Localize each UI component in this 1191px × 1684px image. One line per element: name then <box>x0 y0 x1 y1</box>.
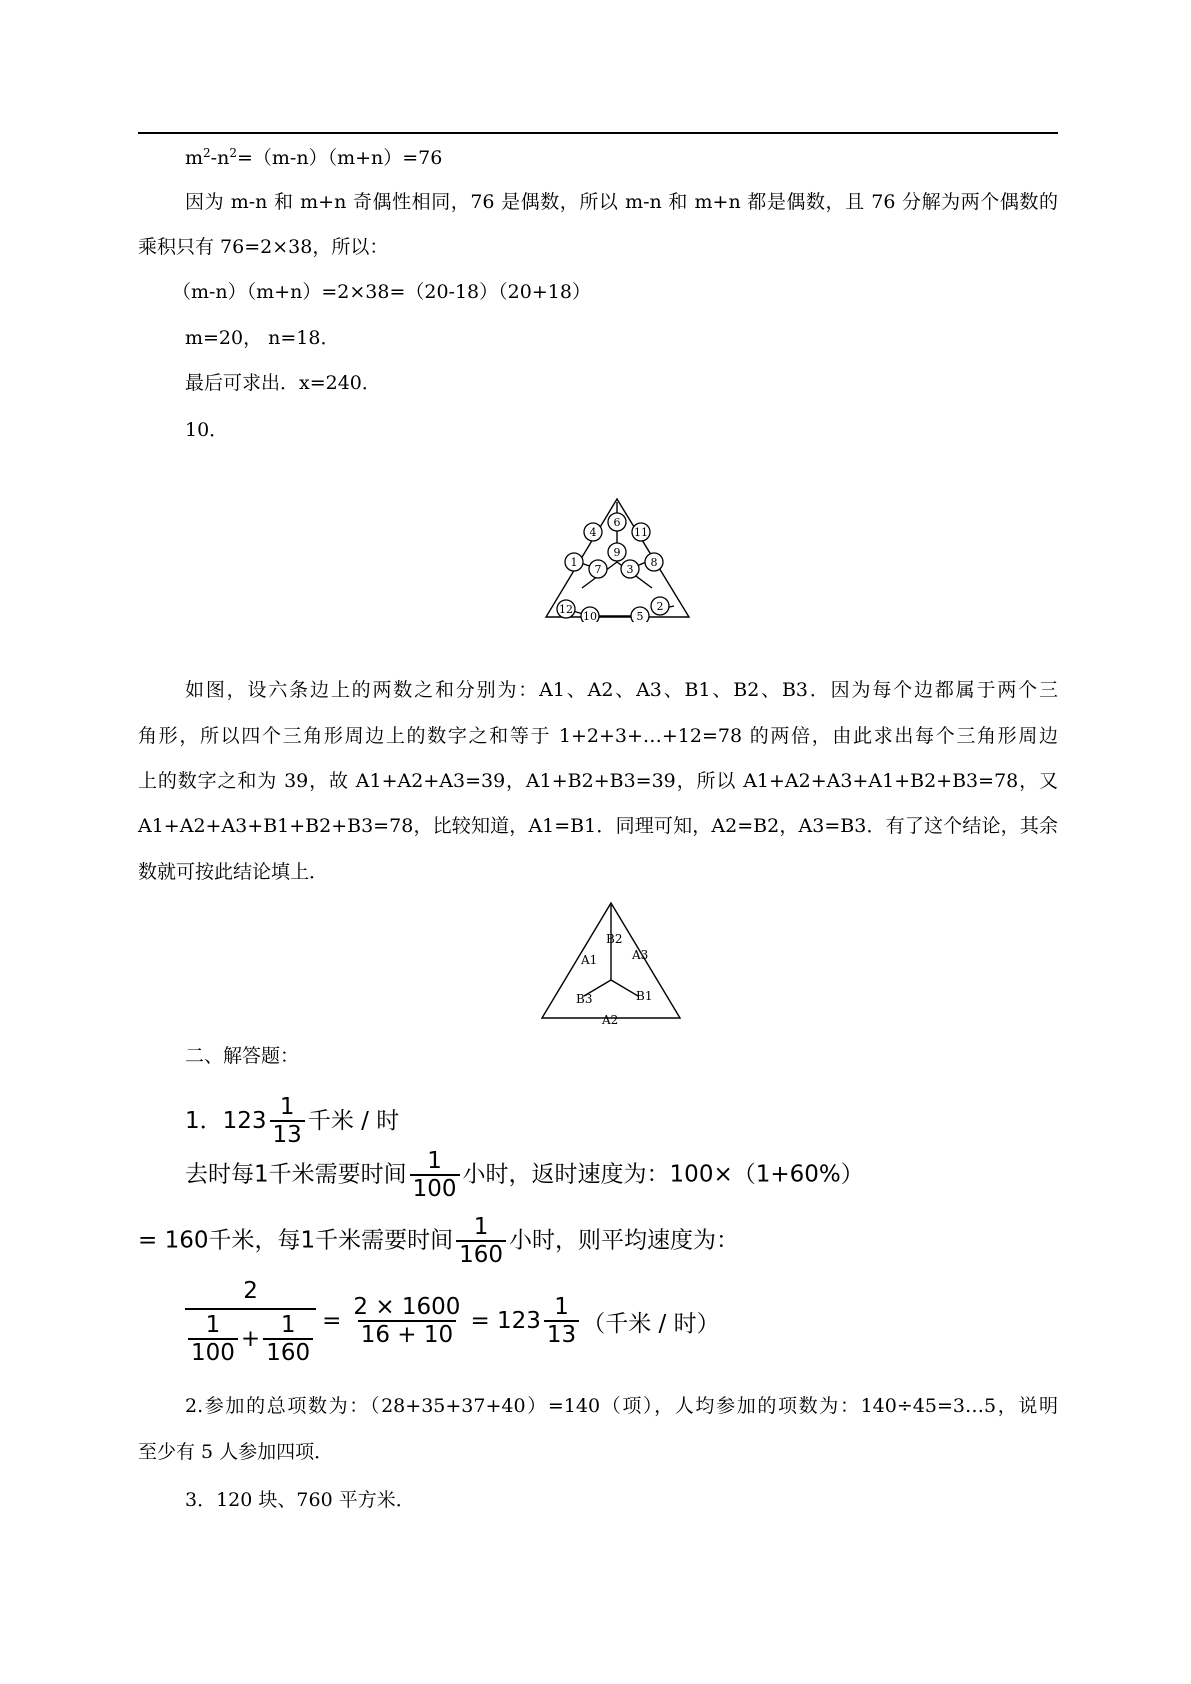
label-b3: B3 <box>576 992 593 1006</box>
circle-number: 8 <box>650 556 658 569</box>
complex-fraction: 2 $\frac{1}{100}$ + $\frac{1}{160}$ <box>185 1276 316 1366</box>
q1-step3: 2 $\frac{1}{100}$ + $\frac{1}{160}$ = $\frac{2 \times 1600}{16 + 10}$ = 123 $\frac{1}{13}$ （千米 / 时） <box>185 1276 720 1366</box>
circle-number: 4 <box>589 526 597 539</box>
circle-number: 1 <box>570 556 578 569</box>
header-rule <box>138 132 1058 134</box>
circle-number: 12 <box>559 603 573 616</box>
label-b2: B2 <box>606 932 623 946</box>
label-b1: B1 <box>636 989 653 1003</box>
text-line: 2.参加的总项数为：（28+35+37+40）=140（项），人均参加的项数为：140÷45=3…5，说明 <box>185 1395 1058 1417</box>
section-heading: 二、解答题： <box>185 1045 300 1067</box>
text-line: 至少有 5 人参加四项． <box>138 1441 334 1463</box>
circle-number: 6 <box>613 516 621 529</box>
text-line: （m-n）（m+n）=2×38=（20-18）（20+18） <box>172 281 591 303</box>
text-line: m=20， n=18． <box>185 327 340 349</box>
q1-step2: = 160千米，每1千米需要时间 $\frac{1}{160}$ 小时，则平均速度为： <box>138 1214 740 1268</box>
superscript: 2 <box>229 146 237 160</box>
text-line: 数就可按此结论填上． <box>138 861 329 883</box>
question-number: 10． <box>185 419 229 441</box>
circle-number: 2 <box>656 600 664 613</box>
text-line: 最后可求出．x=240． <box>185 372 381 394</box>
circle-number: 7 <box>594 563 602 576</box>
eq-part: =（m-n）（m+n）=76 <box>236 147 443 169</box>
superscript: 2 <box>203 146 211 160</box>
eq-part: m <box>185 147 204 169</box>
circle-number: 3 <box>626 563 634 576</box>
label-a3: A3 <box>632 948 649 962</box>
label-a2: A2 <box>602 1013 619 1026</box>
circle-number: 9 <box>613 546 621 559</box>
text-line: 如图，设六条边上的两数之和分别为：A1、A2、A3、B1、B2、B3．因为每个边都属于两个三 <box>185 679 1058 701</box>
text-line: 角形，所以四个三角形周边上的数字之和等于 1+2+3+…+12=78 的两倍，由此求出每个三角形周边 <box>138 725 1058 747</box>
text-line: 乘积只有 76=2×38，所以： <box>138 236 389 258</box>
triangle-circles-figure <box>540 496 694 622</box>
eq-part: -n <box>210 147 230 169</box>
circle-number: 5 <box>636 610 644 622</box>
q1-step1: 去时每1千米需要时间 $\frac{1}{100}$ 小时，返时速度为：100×（1+60%） <box>185 1148 864 1202</box>
circle-number: 11 <box>634 526 648 539</box>
triangle-label-figure <box>536 900 686 1026</box>
text-line: 3．120 块、760 平方米． <box>185 1489 415 1511</box>
circle-number: 10 <box>583 610 597 622</box>
q1-answer: 1． 123 $\frac{1}{13}$ 千米 / 时 <box>185 1094 400 1148</box>
label-a1: A1 <box>581 953 598 967</box>
text-line: A1+A2+A3+B1+B2+B3=78，比较知道，A1=B1．同理可知，A2=B2，A3=B3．有了这个结论，其余 <box>138 815 1058 837</box>
text-line: 上的数字之和为 39，故 A1+A2+A3=39，A1+B2+B3=39，所以 A1+A2+A3+A1+B2+B3=78，又 <box>138 770 1058 792</box>
equation-line <box>185 146 1105 170</box>
text-line: 因为 m-n 和 m+n 奇偶性相同，76 是偶数，所以 m-n 和 m+n 都是偶数，且 76 分解为两个偶数的 <box>185 191 1058 213</box>
